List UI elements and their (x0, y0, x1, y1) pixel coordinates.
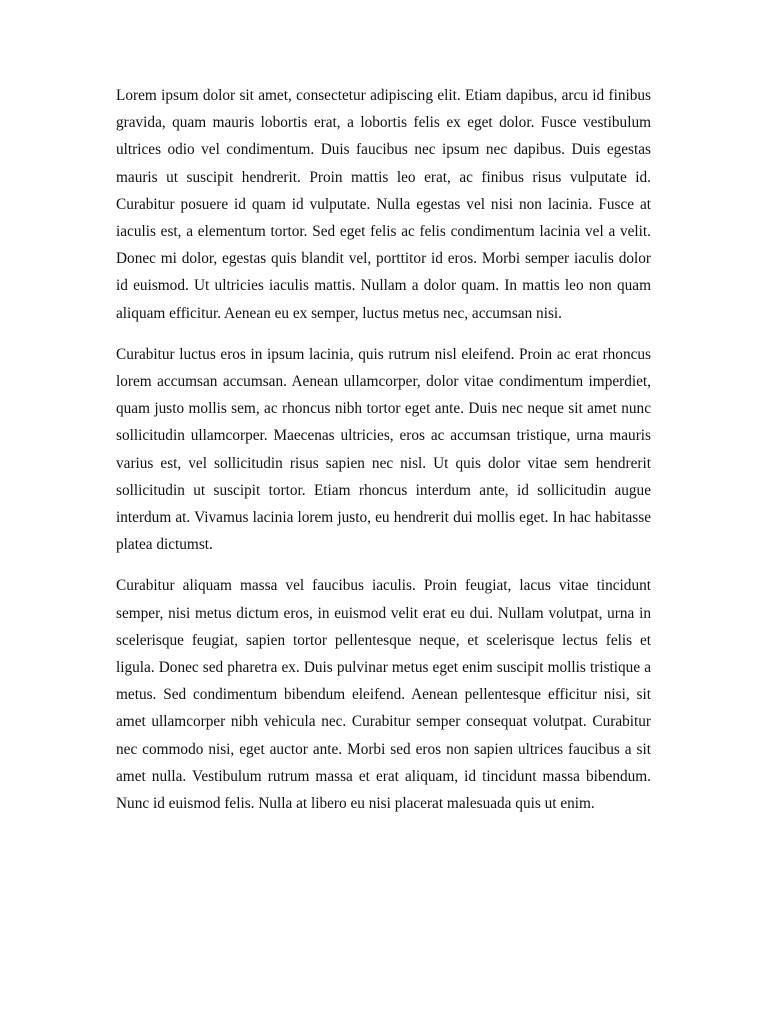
document-page (116, 82, 651, 831)
paragraph-3: Curabitur aliquam massa vel faucibus iaculis. Proin feugiat, lacus vitae tincidunt semper, nisi metus dictum eros, in euismod velit erat eu dui. Nullam volutpat, urna in scelerisque feugiat, sapien tortor pellentesque neque, et scelerisque lectus felis et ligula. Donec sed pharetra ex. Duis pulvinar metus eget enim suscipit mollis tristique a metus. Sed condimentum bibendum eleifend. Aenean pellentesque efficitur nisi, sit amet ullamcorper nibh vehicula nec. Curabitur semper consequat volutpat. Curabitur nec commodo nisi, eget auctor ante. Morbi sed eros non sapien ultrices faucibus a sit amet nulla. Vestibulum rutrum massa et erat aliquam, id tincidunt massa bibendum. Nunc id euismod felis. Nulla at libero eu nisi placerat malesuada quis ut enim. (116, 577, 651, 813)
paragraph-1: Lorem ipsum dolor sit amet, consectetur adipiscing elit. Etiam dapibus, arcu id finibus gravida, quam mauris lobortis erat, a lobortis felis ex eget dolor. Fusce vestibulum ultrices odio vel condimentum. Duis faucibus nec ipsum nec dapibus. Duis egestas mauris ut suscipit hendrerit. Proin mattis leo erat, ac finibus risus vulputate id. Curabitur posuere id quam id vulputate. Nulla egestas vel nisi non lacinia. Fusce at iaculis est, a elementum tortor. Sed eget felis ac felis condimentum lacinia vel a velit. Donec mi dolor, egestas quis blandit vel, porttitor id eros. Morbi semper iaculis dolor id euismod. Ut ultricies iaculis mattis. Nullam a dolor quam. In mattis leo non quam aliquam efficitur. Aenean eu ex semper, luctus metus nec, accumsan nisi. (116, 87, 651, 322)
paragraph-2: Curabitur luctus eros in ipsum lacinia, quis rutrum nisl eleifend. Proin ac erat rhoncus lorem accumsan accumsan. Aenean ullamcorper, dolor vitae condimentum imperdiet, quam justo mollis sem, ac rhoncus nibh tortor eget ante. Duis nec neque sit amet nunc sollicitudin ullamcorper. Maecenas ultricies, eros ac accumsan tristique, urna mauris varius est, vel sollicitudin risus sapien nec nisl. Ut quis dolor vitae sem hendrerit sollicitudin ut suscipit tortor. Etiam rhoncus interdum ante, id sollicitudin augue interdum at. Vivamus lacinia lorem justo, eu hendrerit dui mollis eget. In hac habitasse platea dictumst. (116, 345, 651, 554)
